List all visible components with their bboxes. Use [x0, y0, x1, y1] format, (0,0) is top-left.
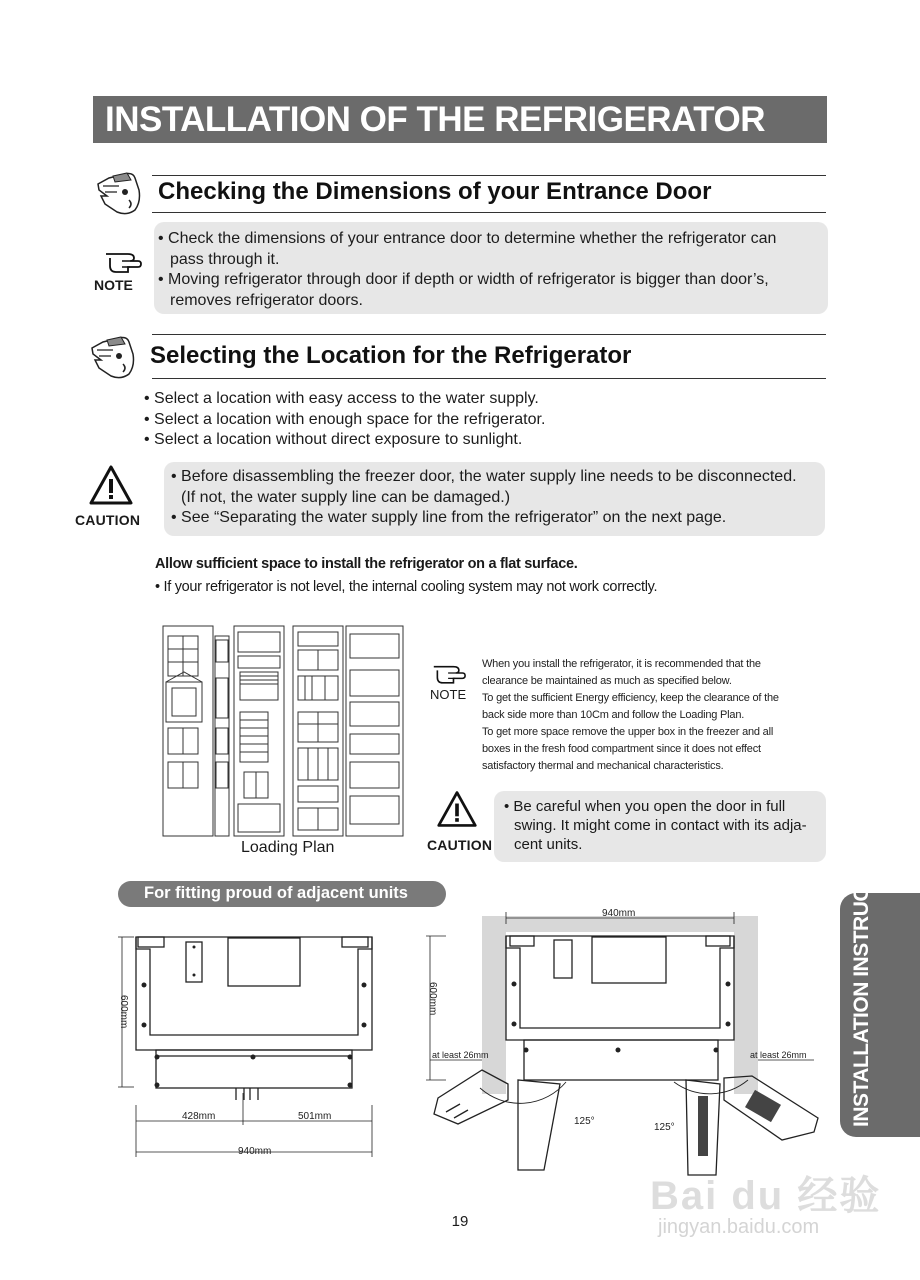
- note-text-line: When you install the refrigerator, it is recommended that the: [482, 658, 761, 670]
- right-angle-label: 125°: [654, 1122, 675, 1133]
- left-clearance-label: at least 26mm: [432, 1050, 489, 1060]
- top-width-label: 940mm: [602, 908, 636, 919]
- note-box: [154, 222, 828, 314]
- caution-label-small: CAUTION: [427, 837, 493, 853]
- warning-triangle-icon: [436, 789, 478, 829]
- top-view-diagram: [110, 925, 380, 1165]
- warning-triangle-icon: [88, 464, 134, 506]
- loading-plan-note: [482, 656, 779, 775]
- caution-line: swing. It might come in contact with its adja-: [514, 817, 807, 834]
- left-angle-label: 125°: [574, 1116, 595, 1127]
- loading-plan-caption: Loading Plan: [241, 839, 335, 856]
- note-text-line: To get more space remove the upper box in the freezer and all: [482, 726, 774, 738]
- note-line: pass through it.: [170, 250, 280, 268]
- loading-plan-diagram: [160, 624, 406, 838]
- section2-top-rule: [152, 334, 826, 335]
- section1-title: Checking the Dimensions of your Entrance Door: [158, 178, 712, 205]
- note-line: • Check the dimensions of your entrance door to determine whether the refrigerator can: [158, 230, 777, 247]
- page-number: 19: [451, 1213, 469, 1230]
- fitting-pill-label: For fitting proud of adjacent units: [144, 884, 408, 902]
- section2-bottom-rule: [152, 378, 826, 379]
- side-tab: [840, 825, 920, 1137]
- caution-label: CAUTION: [75, 512, 141, 528]
- clearance-diagram: [418, 900, 828, 1185]
- caution-line: • See “Separating the water supply line from the refrigerator” on the next page.: [171, 509, 727, 526]
- note-line: • Moving refrigerator through door if depth or width of refrigerator is bigger than door’s,: [158, 271, 769, 288]
- section1-top-rule: [152, 175, 826, 176]
- pointing-hand-icon: [95, 170, 147, 216]
- space-bullet: • If your refrigerator is not level, the internal cooling system may not work correctly.: [155, 579, 658, 595]
- note-text-line: back side more than 10Cm and follow the Loading Plan.: [482, 709, 745, 721]
- note-text-line: satisfactory thermal and mechanical characteristics.: [482, 760, 724, 772]
- section1-bottom-rule: [152, 212, 826, 213]
- caution-line: • Be careful when you open the door in full: [504, 798, 786, 815]
- watermark-url: jingyan.baidu.com: [658, 1216, 820, 1238]
- pointing-hand-icon: [89, 334, 141, 380]
- right-clearance-label: at least 26mm: [750, 1050, 807, 1060]
- location-bullet: • Select a location without direct exposure to sunlight.: [144, 431, 523, 448]
- caution-line: • Before disassembling the freezer door, the water supply line needs to be disconnected.: [171, 468, 797, 485]
- space-heading: Allow sufficient space to install the refrigerator on a flat surface.: [155, 556, 578, 572]
- caution-line: cent units.: [514, 836, 583, 853]
- note-label: NOTE: [94, 277, 133, 293]
- location-bullet: • Select a location with easy access to the water supply.: [144, 390, 539, 407]
- note-text-line: To get the sufficient Energy efficiency, keep the clearance of the: [482, 692, 779, 704]
- section2-title: Selecting the Location for the Refrigerator: [150, 342, 632, 369]
- total-width-label: 940mm: [238, 1146, 272, 1157]
- note-line: removes refrigerator doors.: [170, 291, 363, 309]
- right-width-label: 501mm: [298, 1111, 332, 1122]
- door-swing-caution-box: [494, 791, 826, 862]
- fitting-pill: [118, 881, 446, 907]
- left-width-label: 428mm: [182, 1111, 216, 1122]
- note-hand-icon: [432, 661, 466, 685]
- note-hand-icon: [104, 248, 142, 274]
- page-title: INSTALLATION OF THE REFRIGERATOR: [105, 100, 765, 139]
- right-depth-label: 600mm: [427, 982, 438, 1016]
- page-title-bar: [93, 96, 827, 143]
- note-text-line: boxes in the fresh food compartment since it does not effect: [482, 743, 761, 755]
- note-label-small: NOTE: [430, 687, 467, 702]
- caution-box: [164, 462, 825, 536]
- watermark-brand: Bai du 经验: [650, 1174, 882, 1218]
- caution-line: (If not, the water supply line can be damaged.): [181, 488, 511, 506]
- depth-label: 600mm: [118, 995, 129, 1029]
- side-tab-label: INSTALLATION INSTRUCTIONS: [850, 825, 873, 1127]
- note-text-line: clearance be maintained as much as specified below.: [482, 675, 732, 687]
- location-bullet: • Select a location with enough space for the refrigerator.: [144, 410, 546, 428]
